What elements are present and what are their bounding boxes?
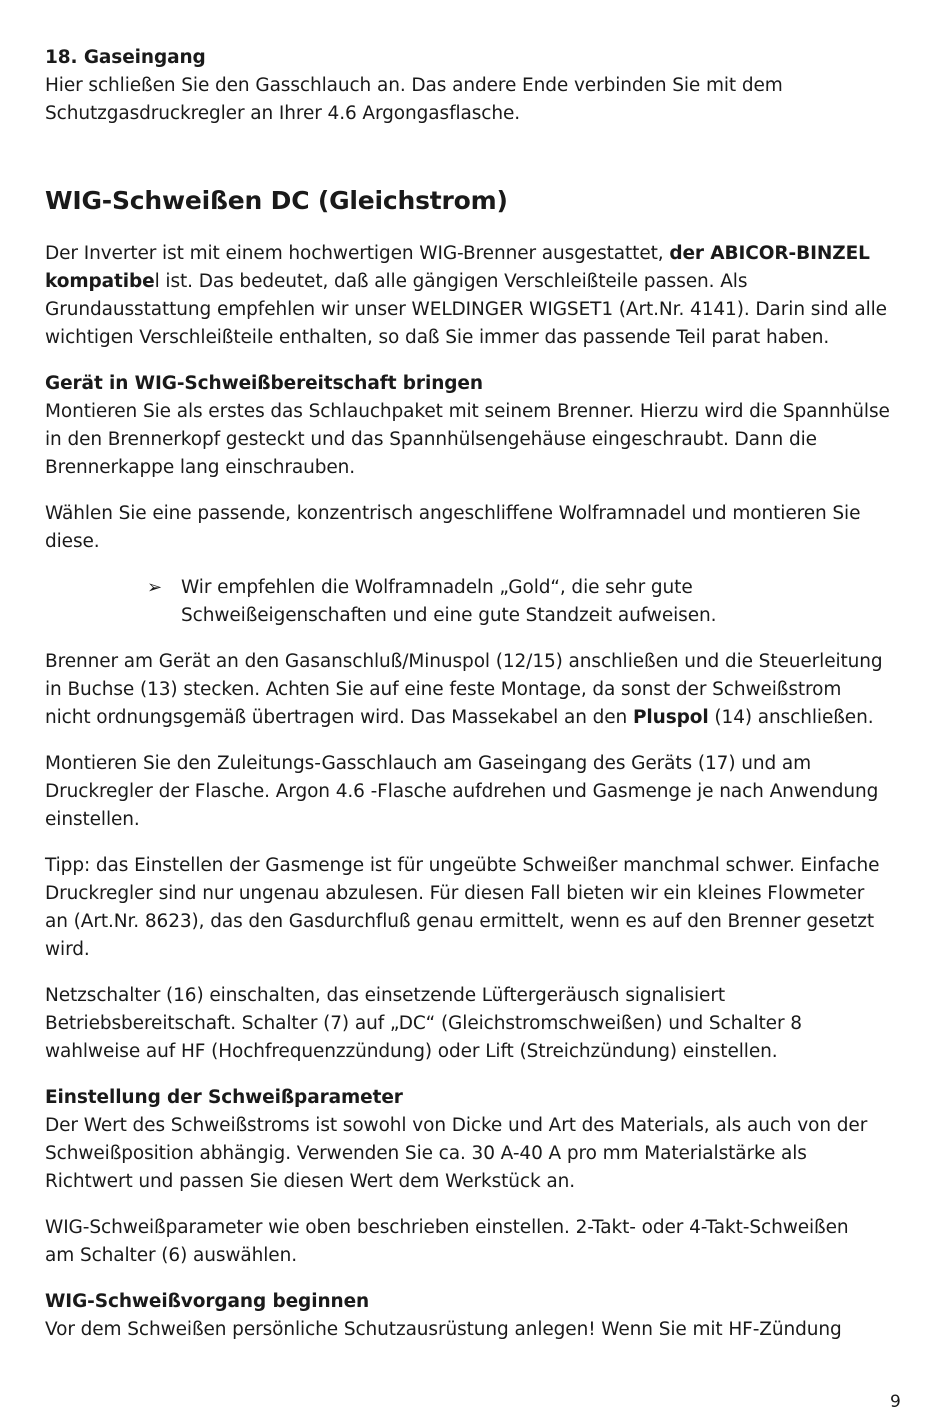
text-span: l ist. Das bedeutet, daß alle gängigen Verschleißteile passen. Als (154, 271, 748, 292)
bold-text: der ABICOR-BINZEL (669, 243, 870, 264)
paragraph-mode (45, 1214, 915, 1270)
text-line: Wählen Sie eine passende, konzentrisch angeschliffene Wolframnadel und montieren Sie (45, 503, 861, 524)
text-line: in den Brennerkopf gesteckt und das Spannhülsengehäuse eingeschraubt. Dann die (45, 429, 817, 450)
text-line: Montieren Sie den Zuleitungs-Gasschlauch am Gaseingang des Geräts (17) und am (45, 753, 812, 774)
manual-page (45, 44, 915, 1344)
text-span: Der Inverter ist mit einem hochwertigen WIG-Brenner ausgestattet, (45, 243, 670, 264)
text-line: am Schalter (6) auswählen. (45, 1245, 297, 1266)
text-line: diese. (45, 531, 100, 552)
text-line: in Buchse (13) stecken. Achten Sie auf eine feste Montage, da sonst der Schweißstrom (45, 679, 842, 700)
text-line: Netzschalter (16) einschalten, das einsetzende Lüftergeräusch signalisiert (45, 985, 726, 1006)
text-line (45, 268, 915, 296)
paragraph-intro (45, 240, 915, 352)
section-params (45, 1084, 915, 1196)
section-start (45, 1288, 915, 1344)
text-line: Grundausstattung empfehlen wir unser WELDINGER WIGSET1 (Art.Nr. 4141). Darin sind alle (45, 299, 887, 320)
bullet-item (147, 574, 915, 630)
text-line (45, 704, 915, 732)
text-line: Schweißposition abhängig. Verwenden Sie ca. 30 A-40 A pro mm Materialstärke als (45, 1143, 807, 1164)
page-title: WIG-Schweißen DC (Gleichstrom) (45, 186, 508, 215)
paragraph-power (45, 982, 915, 1066)
text-line: wird. (45, 939, 90, 960)
text-line: Druckregler sind nur ungenau abzulesen. Für diesen Fall bieten wir ein kleines Flowmeter (45, 883, 865, 904)
section-heading: WIG-Schweißvorgang beginnen (45, 1291, 370, 1312)
text-line: Wir empfehlen die Wolframnadeln „Gold“, die sehr gute (181, 577, 693, 598)
section-heading: 18. Gaseingang (45, 47, 206, 68)
paragraph-electrode (45, 500, 915, 556)
text-line: Brenner am Gerät an den Gasanschluß/Minuspol (12/15) anschließen und die Steuerleitung (45, 651, 883, 672)
bold-text: kompatibe (45, 271, 155, 292)
section-gaseingang (45, 44, 915, 128)
text-line: Schweißeigenschaften und eine gute Standzeit aufweisen. (181, 605, 717, 626)
text-line: wahlweise auf HF (Hochfrequenzzündung) oder Lift (Streichzündung) einstellen. (45, 1041, 778, 1062)
text-line (45, 240, 915, 268)
text-line: Montieren Sie als erstes das Schlauchpaket mit seinem Brenner. Hierzu wird die Spannhülse (45, 401, 890, 422)
section-heading: Gerät in WIG-Schweißbereitschaft bringen (45, 373, 483, 394)
arrow-bullet-icon: ➢ (147, 577, 163, 598)
bullet-text (181, 574, 716, 630)
text-line: wichtigen Verschleißteile enthalten, so daß Sie immer das passende Teil parat haben. (45, 327, 830, 348)
text-line: Vor dem Schweißen persönliche Schutzausrüstung anlegen! Wenn Sie mit HF-Zündung (45, 1319, 842, 1340)
text-line: Druckregler der Flasche. Argon 4.6 -Flasche aufdrehen und Gasmenge je nach Anwendung (45, 781, 879, 802)
text-line: Tipp: das Einstellen der Gasmenge ist für ungeübte Schweißer manchmal schwer. Einfache (45, 855, 880, 876)
text-line: Brennerkappe lang einschrauben. (45, 457, 356, 478)
text-line: an (Art.Nr. 8623), das den Gasdurchfluß genau ermittelt, wenn es auf den Brenner gesetzt (45, 911, 874, 932)
text-line: Hier schließen Sie den Gasschlauch an. Das andere Ende verbinden Sie mit dem (45, 75, 783, 96)
paragraph-tip (45, 852, 915, 964)
paragraph-torch (45, 648, 915, 732)
text-line: einstellen. (45, 809, 140, 830)
text-line: Betriebsbereitschaft. Schalter (7) auf „DC“ (Gleichstromschweißen) und Schalter 8 (45, 1013, 802, 1034)
text-line: WIG-Schweißparameter wie oben beschrieben einstellen. 2-Takt- oder 4-Takt-Schweißen (45, 1217, 849, 1238)
paragraph-gas (45, 750, 915, 834)
text-span: nicht ordnungsgemäß übertragen wird. Das Massekabel an den (45, 707, 633, 728)
section-ready (45, 370, 915, 482)
section-heading: Einstellung der Schweißparameter (45, 1087, 403, 1108)
text-span: (14) anschließen. (708, 707, 874, 728)
text-line: Schutzgasdruckregler an Ihrer 4.6 Argongasflasche. (45, 103, 521, 124)
bold-text: Pluspol (632, 707, 709, 728)
text-line: Der Wert des Schweißstroms ist sowohl von Dicke und Art des Materials, als auch von der (45, 1115, 868, 1136)
page-number: 9 (890, 1392, 901, 1412)
text-line: Richtwert und passen Sie diesen Wert dem Werkstück an. (45, 1171, 576, 1192)
